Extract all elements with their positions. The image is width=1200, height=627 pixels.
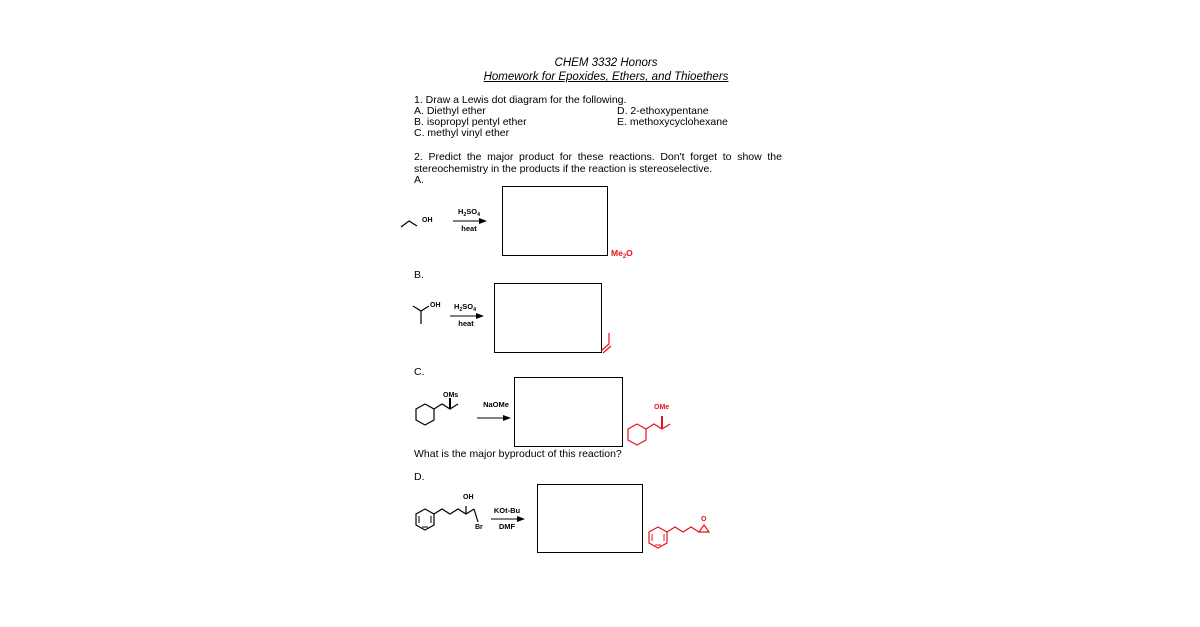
q1-item-c: C. methyl vinyl ether	[414, 127, 510, 139]
answer-c-methoxy-product	[622, 404, 678, 452]
reaction-a-reagent: $H_2SO_4$	[457, 207, 481, 218]
q1-item-d: D. 2-ethoxypentane	[617, 105, 709, 117]
homework-title: Homework for Epoxides, Ethers, and Thioethers	[483, 71, 729, 83]
reaction-c-reagent: NaOMe	[483, 400, 509, 409]
reaction-d-solvent: DMF	[498, 522, 516, 531]
q2-label-d: D.	[414, 471, 425, 483]
course-title: CHEM 3332 Honors	[554, 57, 658, 69]
reaction-b-condition: heat	[458, 319, 474, 328]
reactant-d-br: Br	[475, 524, 483, 531]
answer-d-epoxide-o: O	[701, 516, 707, 523]
q1-item-e: E. methoxycyclohexane	[617, 116, 728, 128]
answer-b-propene	[598, 330, 618, 354]
answer-a-dimethyl-ether: $Me_2O$	[611, 248, 633, 260]
answer-box-d[interactable]	[537, 484, 643, 553]
q1-prompt: 1. Draw a Lewis dot diagram for the following.	[414, 94, 627, 106]
answer-c-ome: OMe	[654, 404, 670, 411]
q2-c-byproduct-question: What is the major byproduct of this reaction?	[414, 448, 622, 460]
reactant-c-cyclohexyl-mesylate	[412, 390, 468, 438]
answer-box-a[interactable]	[502, 186, 608, 256]
q2-label-b: B.	[414, 269, 424, 281]
answer-box-b[interactable]	[494, 283, 602, 353]
reactant-a-oh: OH	[422, 217, 433, 224]
reaction-b-reagent: $H_2SO_4$	[453, 302, 477, 313]
q2-label-c: C.	[414, 366, 425, 378]
reactant-c-oms: OMs	[443, 392, 459, 399]
q1-item-b: B. isopropyl pentyl ether	[414, 116, 527, 128]
reaction-c-arrow	[476, 413, 512, 423]
reaction-a-condition: heat	[461, 224, 477, 233]
reaction-d-reagent: KOt-Bu	[493, 506, 521, 515]
reactant-d-oh: OH	[463, 494, 474, 501]
answer-d-epoxide	[644, 514, 722, 554]
q1-item-a: A. Diethyl ether	[414, 105, 486, 117]
answer-box-c[interactable]	[514, 377, 623, 447]
reactant-b-oh: OH	[430, 302, 441, 309]
q2-prompt: 2. Predict the major product for these reactions. Don't forget to show the stereochemistry in the products if the reaction is stereoselective.	[414, 151, 782, 175]
q2-label-a: A.	[414, 174, 424, 186]
